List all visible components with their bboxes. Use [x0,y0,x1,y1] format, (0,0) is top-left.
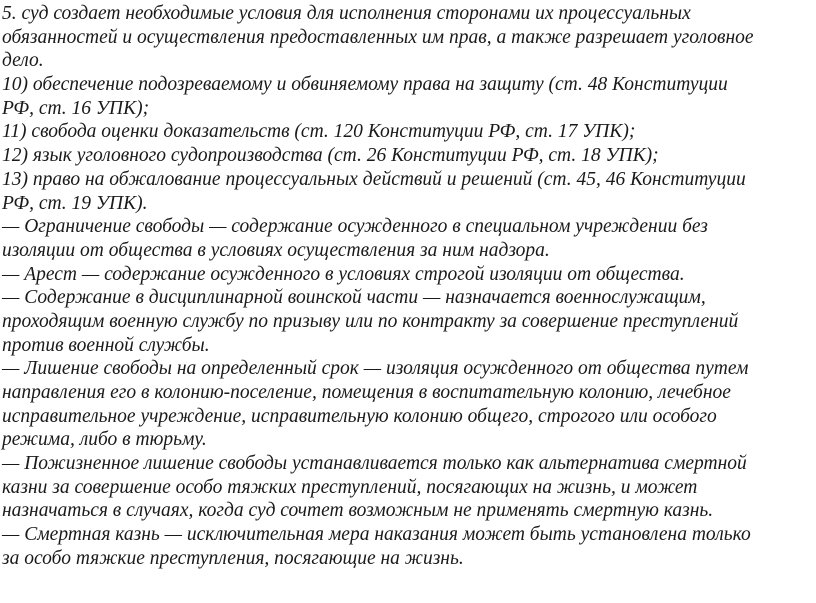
text-line: проходящим военную службу по призыву или по контракту за совершение преступлений [2,310,739,332]
text-line: 12) язык уголовного судопроизводства (ст. 26 Конституции РФ, ст. 18 УПК); [2,145,659,167]
text-line: — Ограничение свободы — содержание осужденного в специальном учреждении без [2,216,708,238]
text-line: РФ, ст. 16 УПК); [2,97,150,119]
text-line: обязанностей и осуществления предоставленных им прав, а также разрешает уголовное [2,26,754,48]
text-line: назначаться в случаях, когда суд сочтет возможным не применять смертную казнь. [2,500,714,522]
text-line: за особо тяжкие преступления, посягающие на жизнь. [2,547,464,569]
text-line: 11) свобода оценки доказательств (ст. 120 Конституции РФ, ст. 17 УПК); [2,121,636,143]
text-line: — Содержание в дисциплинарной воинской части — назначается военнослужащим, [2,287,706,309]
text-line: исправительное учреждение, исправительную колонию общего, строгого или особого [2,405,717,427]
text-line: 13) право на обжалование процессуальных действий и решений (ст. 45, 46 Конституции [2,168,746,190]
text-line: дело. [2,50,44,72]
text-line: против военной службы. [2,334,210,356]
text-line: — Лишение свободы на определенный срок — изоляция осужденного от общества путем [2,358,749,380]
text-line: режима, либо в тюрьму. [2,429,207,451]
text-line: казни за совершение особо тяжких преступлений, посягающих на жизнь, и может [2,476,698,498]
text-line: — Смертная казнь — исключительная мера наказания может быть установлена только [2,524,751,546]
text-line: 5. суд создает необходимые условия для исполнения сторонами их процессуальных [2,3,691,24]
text-line: — Пожизненное лишение свободы устанавливается только как альтернатива смертной [2,453,747,475]
text-line: РФ, ст. 19 УПК). [2,192,148,214]
text-line: — Арест — содержание осужденного в условиях строгой изоляции от общества. [2,263,685,285]
document-text [2,2,814,571]
text-line: изоляции от общества в условиях осуществления за ним надзора. [2,239,550,261]
text-line: 10) обеспечение подозреваемому и обвиняемому права на защиту (ст. 48 Конституции [2,74,728,96]
text-line: направления его в колонию-поселение, помещения в воспитательную колонию, лечебное [2,382,731,403]
